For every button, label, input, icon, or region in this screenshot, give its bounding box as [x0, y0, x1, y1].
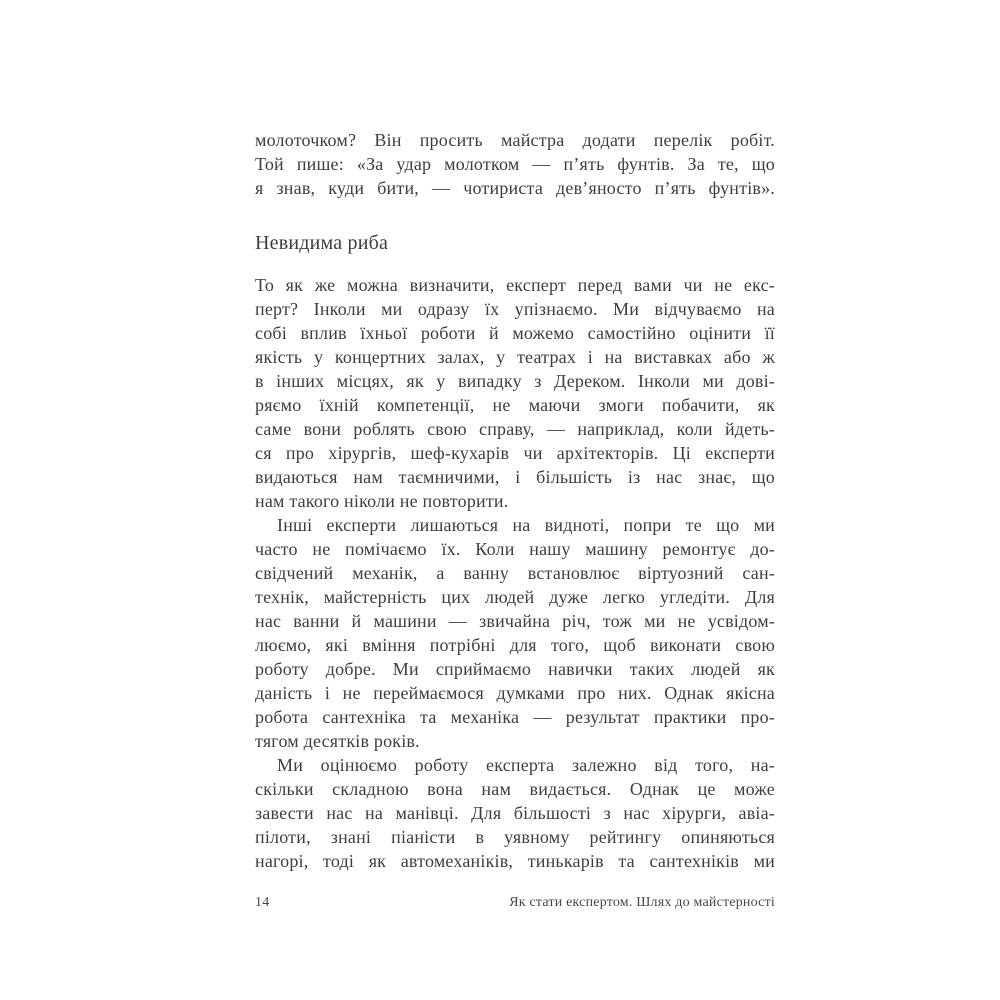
text-line: якість у концертних залах, у театрах і на виставках або ж	[255, 347, 775, 367]
text-line: нас ванни й машини — звичайна річ, тож ми не усвідом-	[255, 611, 775, 631]
text-line: робота сантехніка та механіка — результат практики про-	[255, 707, 775, 727]
text-line: скільки складною вона нам видається. Однак це може	[255, 779, 775, 799]
text-line: часто не помічаємо їх. Коли нашу машину ремонтує до-	[255, 539, 775, 559]
text-line: собі вплив їхньої роботи й можемо самостійно оцінити її	[255, 323, 775, 343]
text-line: роботу добре. Ми сприймаємо навички таких людей як	[255, 659, 775, 679]
text-line: свідчений механік, а ванну встановлює віртуозний сан-	[255, 563, 775, 583]
page-number: 14	[255, 895, 270, 910]
page-text-block	[255, 128, 775, 873]
text-line: завести нас на манівці. Для більшості з нас хірурги, авіа-	[255, 803, 775, 823]
running-title: Як стати експертом. Шлях до майстерності	[509, 895, 775, 910]
text-line: технік, майстерність цих людей дуже легко угледіти. Для	[255, 587, 775, 607]
text-line: нагорі, тоді як автомеханіків, тинькарів та сантехніків ми	[255, 851, 775, 871]
text-line: ся про хірургів, шеф-кухарів чи архітекторів. Ці експерти	[255, 443, 775, 463]
text-line: в інших місцях, як у випадку з Дереком. Інколи ми дові-	[255, 371, 775, 391]
paragraph	[255, 273, 775, 513]
section-heading: Невидима риба	[255, 232, 389, 254]
text-line: люємо, які вміння потрібні для того, щоб виконати свою	[255, 635, 775, 655]
text-line: видаються нам таємничими, і більшість із нас знає, що	[255, 467, 775, 487]
paragraph	[255, 513, 775, 753]
text-line: Той пише: «За удар молотком — п’ять фунтів. За те, що	[255, 154, 775, 174]
text-line: ряємо їхній компетенції, не маючи змоги побачити, як	[255, 395, 775, 415]
text-line: молоточком? Він просить майстра додати перелік робіт.	[255, 130, 775, 150]
paragraph	[255, 753, 775, 873]
paragraph	[255, 128, 775, 200]
text-line: саме вони роблять свою справу, — наприклад, коли йдеть-	[255, 419, 775, 439]
page-footer	[255, 894, 775, 912]
text-line: тягом десятків років.	[255, 731, 420, 751]
text-line: пілоти, знані піаністи в уявному рейтингу опиняються	[255, 827, 775, 847]
text-line: То як же можна визначити, експерт перед вами чи не екс-	[255, 275, 775, 295]
text-line: я знав, куди бити, — чотириста дев’яносто п’ять фунтів».	[255, 178, 775, 198]
text-line: Інші експерти лишаються на видноті, попри те що ми	[277, 515, 775, 535]
text-line: перт? Інколи ми одразу їх упізнаємо. Ми відчуваємо на	[255, 299, 775, 319]
text-line: Ми оцінюємо роботу експерта залежно від того, на-	[277, 755, 775, 775]
text-line: даність і не переймаємося думками про них. Однак якісна	[255, 683, 775, 703]
text-line: нам такого ніколи не повторити.	[255, 491, 509, 511]
